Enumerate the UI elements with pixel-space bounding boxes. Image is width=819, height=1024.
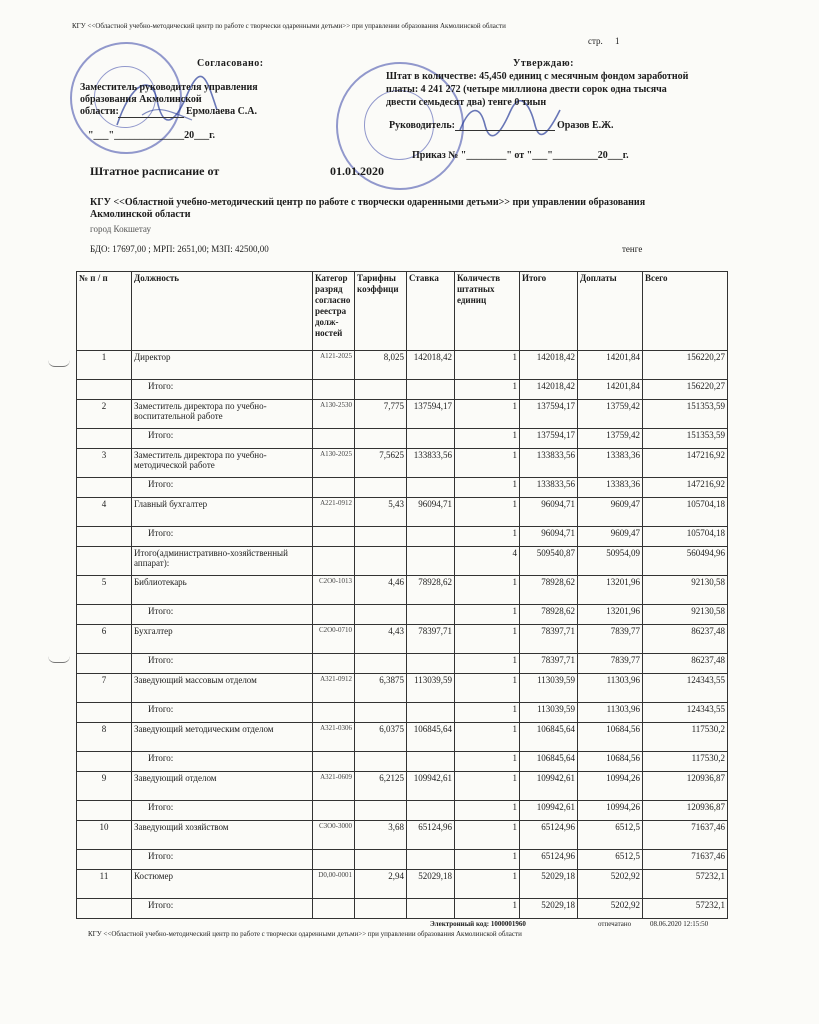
footer-org: КГУ <<Областной учебно-методический центр по работе с творчески одаренными детьми>> при управлении образования Акмолинской области bbox=[88, 930, 522, 938]
header-category: Категор разряд согласно реестра долж-ностей bbox=[313, 272, 355, 351]
cell-qty: 1 bbox=[455, 605, 520, 625]
subtotal-row bbox=[77, 605, 728, 625]
cell-qty: 1 bbox=[455, 850, 520, 870]
cell-qty: 1 bbox=[455, 527, 520, 547]
cell-cat bbox=[313, 478, 355, 498]
cell-coef: 7,5625 bbox=[355, 449, 407, 478]
subtotal-row bbox=[77, 850, 728, 870]
cell-name: Итого: bbox=[132, 429, 313, 449]
cell-cat bbox=[313, 899, 355, 919]
left-signer-name: Ермолаева С.А. bbox=[186, 106, 258, 117]
cell-coef: 5,43 bbox=[355, 498, 407, 527]
cell-name: Главный бухгалтер bbox=[132, 498, 313, 527]
cell-name: Бухгалтер bbox=[132, 625, 313, 654]
right-approval-line2: платы: 4 241 272 (четыре миллиона двести сорок одна тысяча bbox=[386, 84, 667, 95]
cell-total: 137594,17 bbox=[520, 429, 578, 449]
cell-cat bbox=[313, 527, 355, 547]
left-date-line: "___"______________20___г. bbox=[88, 130, 216, 141]
cell-extra: 7839,77 bbox=[578, 625, 643, 654]
subtotal-row bbox=[77, 429, 728, 449]
table-row bbox=[77, 723, 728, 752]
cell-name: Библиотекарь bbox=[132, 576, 313, 605]
cell-qty: 1 bbox=[455, 625, 520, 654]
cell-num: 6 bbox=[77, 625, 132, 654]
cell-extra: 13383,36 bbox=[578, 478, 643, 498]
table-row bbox=[77, 870, 728, 899]
cell-cat bbox=[313, 850, 355, 870]
doc-date: 01.01.2020 bbox=[330, 164, 384, 178]
left-approval-title: Согласовано: bbox=[197, 58, 264, 69]
cell-extra: 14201,84 bbox=[578, 380, 643, 400]
cell-cat: А130-2025 bbox=[313, 449, 355, 478]
cell-cat bbox=[313, 429, 355, 449]
cell-rate: 78928,62 bbox=[407, 576, 455, 605]
cell-sum: 57232,1 bbox=[643, 899, 728, 919]
cell-rate bbox=[407, 429, 455, 449]
cell-name: Итого: bbox=[132, 605, 313, 625]
cell-total: 78397,71 bbox=[520, 654, 578, 674]
cell-cat: D0,00-0001 bbox=[313, 870, 355, 899]
cell-num bbox=[77, 850, 132, 870]
cell-sum: 147216,92 bbox=[643, 449, 728, 478]
table-row bbox=[77, 772, 728, 801]
cell-cat bbox=[313, 380, 355, 400]
cell-num: 11 bbox=[77, 870, 132, 899]
left-approval-line2: образования Акмолинской bbox=[80, 94, 202, 105]
cell-qty: 1 bbox=[455, 654, 520, 674]
cell-num bbox=[77, 527, 132, 547]
cell-coef: 2,94 bbox=[355, 870, 407, 899]
cell-extra: 10994,26 bbox=[578, 801, 643, 821]
cell-total: 142018,42 bbox=[520, 351, 578, 380]
cell-num bbox=[77, 605, 132, 625]
cell-rate: 96094,71 bbox=[407, 498, 455, 527]
cell-qty: 1 bbox=[455, 752, 520, 772]
cell-coef bbox=[355, 547, 407, 576]
cell-qty: 1 bbox=[455, 772, 520, 801]
cell-name: Итого: bbox=[132, 899, 313, 919]
right-order-line: Приказ № "________" от "___"_________20___г. bbox=[412, 150, 629, 161]
cell-extra: 50954,09 bbox=[578, 547, 643, 576]
cell-num bbox=[77, 752, 132, 772]
cell-coef bbox=[355, 605, 407, 625]
cell-rate: 65124,96 bbox=[407, 821, 455, 850]
doc-title: Штатное расписание от bbox=[90, 164, 220, 178]
org-line2: Акмолинской области bbox=[90, 209, 191, 220]
cell-coef: 6,2125 bbox=[355, 772, 407, 801]
cell-coef bbox=[355, 527, 407, 547]
cell-rate: 106845,64 bbox=[407, 723, 455, 752]
subtotal-row bbox=[77, 478, 728, 498]
cell-coef: 4,46 bbox=[355, 576, 407, 605]
top-header: КГУ <<Областной учебно-методический центр по работе с творчески одаренными детьми>> при управлении образования Акмолинской области bbox=[72, 22, 506, 30]
cell-sum: 156220,27 bbox=[643, 351, 728, 380]
cell-qty: 1 bbox=[455, 429, 520, 449]
cell-sum: 124343,55 bbox=[643, 674, 728, 703]
table-header-row bbox=[77, 272, 728, 351]
subtotal-row bbox=[77, 380, 728, 400]
params: БДО: 17697,00 ; МРП: 2651,00; МЗП: 42500,00 bbox=[90, 244, 269, 254]
admin-subtotal-row bbox=[77, 547, 728, 576]
table-row bbox=[77, 449, 728, 478]
cell-rate: 52029,18 bbox=[407, 870, 455, 899]
footer-printed-date: 08.06.2020 12:15:50 bbox=[650, 920, 709, 928]
cell-qty: 1 bbox=[455, 380, 520, 400]
cell-extra: 9609,47 bbox=[578, 527, 643, 547]
right-sign-line bbox=[455, 130, 555, 131]
cell-extra: 14201,84 bbox=[578, 351, 643, 380]
cell-num bbox=[77, 380, 132, 400]
cell-coef bbox=[355, 850, 407, 870]
page-number: 1 bbox=[615, 36, 620, 46]
cell-qty: 1 bbox=[455, 576, 520, 605]
cell-sum: 71637,46 bbox=[643, 821, 728, 850]
cell-extra: 7839,77 bbox=[578, 654, 643, 674]
cell-rate bbox=[407, 703, 455, 723]
cell-coef bbox=[355, 752, 407, 772]
cell-total: 113039,59 bbox=[520, 703, 578, 723]
cell-coef bbox=[355, 380, 407, 400]
cell-sum: 147216,92 bbox=[643, 478, 728, 498]
cell-num: 8 bbox=[77, 723, 132, 752]
cell-cat: А130-2530 bbox=[313, 400, 355, 429]
cell-num bbox=[77, 703, 132, 723]
cell-cat: А321-0306 bbox=[313, 723, 355, 752]
cell-num bbox=[77, 429, 132, 449]
table-row bbox=[77, 400, 728, 429]
cell-cat: А321-0912 bbox=[313, 674, 355, 703]
header-total: Итого bbox=[520, 272, 578, 351]
cell-rate bbox=[407, 527, 455, 547]
cell-sum: 105704,18 bbox=[643, 527, 728, 547]
header-extra: Доплаты bbox=[578, 272, 643, 351]
cell-total: 109942,61 bbox=[520, 772, 578, 801]
cell-sum: 71637,46 bbox=[643, 850, 728, 870]
cell-cat bbox=[313, 752, 355, 772]
cell-total: 78928,62 bbox=[520, 605, 578, 625]
cell-extra: 11303,96 bbox=[578, 674, 643, 703]
cell-sum: 560494,96 bbox=[643, 547, 728, 576]
cell-rate bbox=[407, 899, 455, 919]
cell-total: 65124,96 bbox=[520, 821, 578, 850]
cell-num bbox=[77, 478, 132, 498]
cell-qty: 1 bbox=[455, 821, 520, 850]
cell-cat: С2О0-1013 bbox=[313, 576, 355, 605]
cell-qty: 1 bbox=[455, 449, 520, 478]
cell-coef: 7,775 bbox=[355, 400, 407, 429]
cell-total: 78928,62 bbox=[520, 576, 578, 605]
cell-cat bbox=[313, 703, 355, 723]
cell-num bbox=[77, 899, 132, 919]
cell-coef bbox=[355, 703, 407, 723]
cell-qty: 1 bbox=[455, 870, 520, 899]
cell-total: 96094,71 bbox=[520, 498, 578, 527]
header-num: № п / п bbox=[77, 272, 132, 351]
cell-sum: 86237,48 bbox=[643, 654, 728, 674]
cell-rate bbox=[407, 850, 455, 870]
cell-sum: 57232,1 bbox=[643, 870, 728, 899]
cell-name: Заведующий отделом bbox=[132, 772, 313, 801]
cell-coef: 6,0375 bbox=[355, 723, 407, 752]
cell-num bbox=[77, 801, 132, 821]
table-row bbox=[77, 821, 728, 850]
punch-hole-bottom bbox=[48, 656, 70, 663]
cell-name: Итого: bbox=[132, 527, 313, 547]
cell-total: 52029,18 bbox=[520, 899, 578, 919]
table-row bbox=[77, 625, 728, 654]
staff-table bbox=[76, 271, 728, 919]
cell-name: Заместитель директора по учебно-воспитательной работе bbox=[132, 400, 313, 429]
cell-name: Итого(административно-хозяйственный аппарат): bbox=[132, 547, 313, 576]
cell-rate bbox=[407, 380, 455, 400]
cell-total: 106845,64 bbox=[520, 723, 578, 752]
subtotal-row bbox=[77, 752, 728, 772]
cell-num bbox=[77, 547, 132, 576]
cell-cat: С3О0-3000 bbox=[313, 821, 355, 850]
cell-total: 133833,56 bbox=[520, 478, 578, 498]
subtotal-row bbox=[77, 527, 728, 547]
cell-num: 5 bbox=[77, 576, 132, 605]
cell-extra: 10994,26 bbox=[578, 772, 643, 801]
cell-qty: 1 bbox=[455, 723, 520, 752]
cell-sum: 105704,18 bbox=[643, 498, 728, 527]
cell-total: 65124,96 bbox=[520, 850, 578, 870]
cell-total: 509540,87 bbox=[520, 547, 578, 576]
cell-extra: 13201,96 bbox=[578, 576, 643, 605]
cell-num: 7 bbox=[77, 674, 132, 703]
currency: тенге bbox=[622, 244, 643, 254]
subtotal-row bbox=[77, 703, 728, 723]
cell-coef: 8,025 bbox=[355, 351, 407, 380]
cell-cat bbox=[313, 547, 355, 576]
cell-total: 52029,18 bbox=[520, 870, 578, 899]
cell-sum: 92130,58 bbox=[643, 605, 728, 625]
cell-rate bbox=[407, 654, 455, 674]
cell-name: Итого: bbox=[132, 478, 313, 498]
cell-sum: 92130,58 bbox=[643, 576, 728, 605]
cell-num bbox=[77, 654, 132, 674]
right-head-name: Оразов Е.Ж. bbox=[557, 120, 614, 131]
punch-hole-top bbox=[48, 360, 70, 367]
cell-extra: 13759,42 bbox=[578, 429, 643, 449]
cell-sum: 120936,87 bbox=[643, 801, 728, 821]
cell-name: Итого: bbox=[132, 850, 313, 870]
cell-extra: 13383,36 bbox=[578, 449, 643, 478]
cell-extra: 10684,56 bbox=[578, 723, 643, 752]
cell-total: 106845,64 bbox=[520, 752, 578, 772]
cell-total: 96094,71 bbox=[520, 527, 578, 547]
cell-extra: 13759,42 bbox=[578, 400, 643, 429]
header-sum: Всего bbox=[643, 272, 728, 351]
cell-num: 4 bbox=[77, 498, 132, 527]
cell-sum: 117530,2 bbox=[643, 752, 728, 772]
cell-qty: 1 bbox=[455, 478, 520, 498]
cell-qty: 1 bbox=[455, 703, 520, 723]
table-row bbox=[77, 674, 728, 703]
cell-qty: 1 bbox=[455, 674, 520, 703]
cell-rate bbox=[407, 547, 455, 576]
cell-extra: 6512,5 bbox=[578, 821, 643, 850]
right-head-label: Руководитель: bbox=[389, 120, 455, 131]
cell-rate: 133833,56 bbox=[407, 449, 455, 478]
org-line1: КГУ <<Областной учебно-методический центр по работе с творчески одаренными детьми>> при управлении образования bbox=[90, 197, 646, 208]
cell-name: Итого: bbox=[132, 752, 313, 772]
cell-coef: 3,68 bbox=[355, 821, 407, 850]
cell-coef bbox=[355, 429, 407, 449]
cell-num: 10 bbox=[77, 821, 132, 850]
cell-qty: 1 bbox=[455, 801, 520, 821]
subtotal-row bbox=[77, 801, 728, 821]
table-row bbox=[77, 351, 728, 380]
cell-total: 109942,61 bbox=[520, 801, 578, 821]
cell-extra: 6512,5 bbox=[578, 850, 643, 870]
cell-name: Костюмер bbox=[132, 870, 313, 899]
cell-qty: 1 bbox=[455, 351, 520, 380]
right-approval-line3: двести семьдесят два) тенге 0 тиын bbox=[386, 97, 547, 108]
table-row bbox=[77, 576, 728, 605]
cell-extra: 11303,96 bbox=[578, 703, 643, 723]
cell-name: Заведующий массовым отделом bbox=[132, 674, 313, 703]
cell-num: 9 bbox=[77, 772, 132, 801]
cell-qty: 4 bbox=[455, 547, 520, 576]
header-qty: Количеств штатных единиц bbox=[455, 272, 520, 351]
cell-sum: 124343,55 bbox=[643, 703, 728, 723]
cell-name: Заведующий хозяйством bbox=[132, 821, 313, 850]
subtotal-row bbox=[77, 899, 728, 919]
cell-qty: 1 bbox=[455, 899, 520, 919]
cell-num: 1 bbox=[77, 351, 132, 380]
cell-rate: 113039,59 bbox=[407, 674, 455, 703]
cell-extra: 10684,56 bbox=[578, 752, 643, 772]
cell-rate: 142018,42 bbox=[407, 351, 455, 380]
cell-rate bbox=[407, 801, 455, 821]
cell-extra: 5202,92 bbox=[578, 899, 643, 919]
cell-sum: 151353,59 bbox=[643, 400, 728, 429]
cell-cat bbox=[313, 801, 355, 821]
cell-name: Итого: bbox=[132, 380, 313, 400]
right-approval-title: Утверждаю: bbox=[513, 58, 574, 69]
cell-extra: 5202,92 bbox=[578, 870, 643, 899]
subtotal-row bbox=[77, 654, 728, 674]
cell-rate: 78397,71 bbox=[407, 625, 455, 654]
header-position: Должность bbox=[132, 272, 313, 351]
cell-cat bbox=[313, 654, 355, 674]
cell-cat bbox=[313, 605, 355, 625]
left-approval-line3: области: bbox=[80, 106, 119, 117]
cell-qty: 1 bbox=[455, 400, 520, 429]
cell-name: Итого: bbox=[132, 654, 313, 674]
cell-total: 142018,42 bbox=[520, 380, 578, 400]
cell-cat: А321-0609 bbox=[313, 772, 355, 801]
cell-sum: 117530,2 bbox=[643, 723, 728, 752]
header-rate: Ставка bbox=[407, 272, 455, 351]
cell-coef: 4,43 bbox=[355, 625, 407, 654]
cell-sum: 156220,27 bbox=[643, 380, 728, 400]
cell-rate: 109942,61 bbox=[407, 772, 455, 801]
cell-name: Итого: bbox=[132, 801, 313, 821]
cell-coef bbox=[355, 654, 407, 674]
footer-printed-label: отпечатано bbox=[598, 920, 632, 928]
city: город Кокшетау bbox=[90, 224, 151, 234]
cell-cat: А221-0912 bbox=[313, 498, 355, 527]
cell-name: Директор bbox=[132, 351, 313, 380]
cell-extra: 13201,96 bbox=[578, 605, 643, 625]
cell-qty: 1 bbox=[455, 498, 520, 527]
right-approval-line1: Штат в количестве: 45,450 единиц с месячным фондом заработной bbox=[386, 71, 689, 82]
cell-coef bbox=[355, 478, 407, 498]
cell-cat: А121-2025 bbox=[313, 351, 355, 380]
cell-name: Итого: bbox=[132, 703, 313, 723]
cell-coef: 6,3875 bbox=[355, 674, 407, 703]
header-coef: Тарифны коэффици bbox=[355, 272, 407, 351]
cell-name: Заведующий методическим отделом bbox=[132, 723, 313, 752]
cell-total: 78397,71 bbox=[520, 625, 578, 654]
cell-sum: 120936,87 bbox=[643, 772, 728, 801]
page-label: стр. bbox=[588, 36, 603, 46]
cell-num: 3 bbox=[77, 449, 132, 478]
cell-total: 137594,17 bbox=[520, 400, 578, 429]
cell-total: 113039,59 bbox=[520, 674, 578, 703]
cell-coef bbox=[355, 899, 407, 919]
cell-rate bbox=[407, 478, 455, 498]
cell-sum: 151353,59 bbox=[643, 429, 728, 449]
left-approval-line1: Заместитель руководителя управления bbox=[80, 82, 258, 93]
cell-total: 133833,56 bbox=[520, 449, 578, 478]
cell-rate bbox=[407, 605, 455, 625]
cell-num: 2 bbox=[77, 400, 132, 429]
footer-code: Электронный код: 1000001960 bbox=[430, 920, 526, 928]
cell-name: Заместитель директора по учебно-методической работе bbox=[132, 449, 313, 478]
cell-sum: 86237,48 bbox=[643, 625, 728, 654]
cell-rate bbox=[407, 752, 455, 772]
cell-extra: 9609,47 bbox=[578, 498, 643, 527]
cell-cat: С2О0-0710 bbox=[313, 625, 355, 654]
table-row bbox=[77, 498, 728, 527]
cell-rate: 137594,17 bbox=[407, 400, 455, 429]
left-sign-line bbox=[118, 117, 184, 118]
cell-coef bbox=[355, 801, 407, 821]
